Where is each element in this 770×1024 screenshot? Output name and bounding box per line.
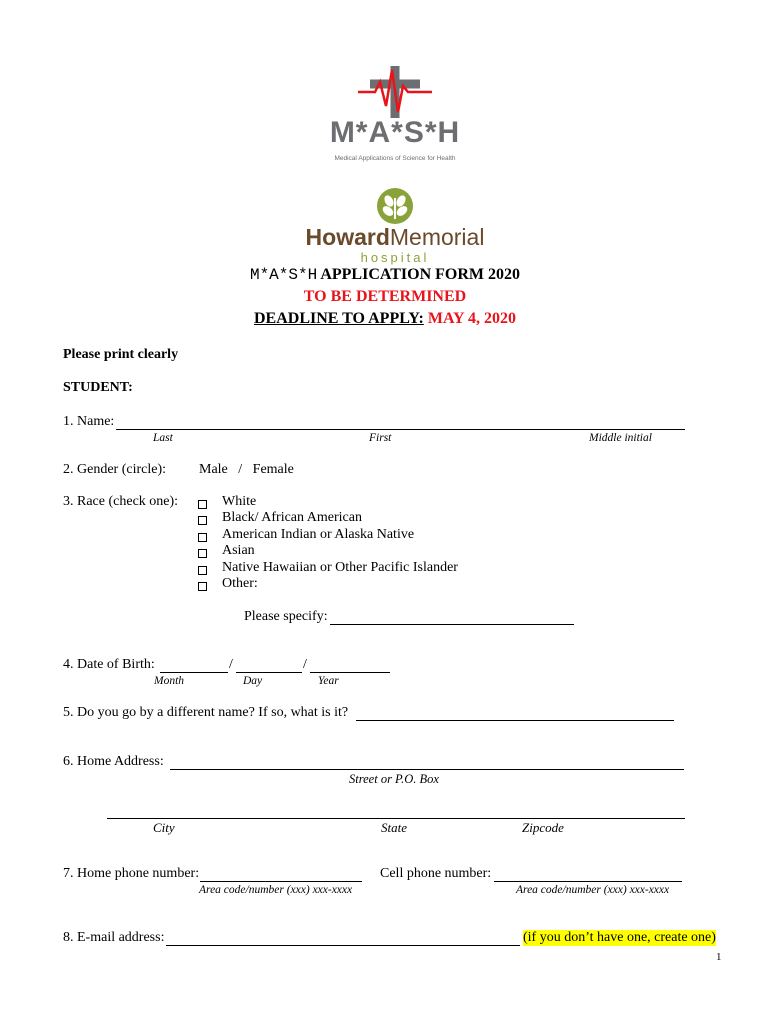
- race-specify-label: Please specify:: [244, 609, 328, 624]
- form-subtitle: TO BE DETERMINED: [303, 288, 467, 305]
- dob-sub-year: Year: [318, 675, 339, 687]
- race-option-black: Black/ African American: [222, 510, 362, 525]
- race-option-other: Other:: [222, 576, 258, 591]
- race-checkbox-pacific-islander[interactable]: [198, 566, 207, 575]
- home-phone-sub: Area code/number (xxx) xxx-xxxx: [199, 884, 353, 896]
- street-field[interactable]: [170, 769, 684, 770]
- race-checkbox-other[interactable]: [198, 582, 207, 591]
- home-phone-field[interactable]: [200, 881, 362, 882]
- dob-day-field[interactable]: [236, 672, 302, 673]
- name-sub-middle: Middle initial: [589, 432, 652, 444]
- q7-label: 7. Home phone number:: [63, 866, 200, 881]
- dob-slash-1: /: [229, 657, 233, 672]
- mash-logo: [320, 62, 470, 167]
- howard-logo-regular: Memorial: [389, 224, 485, 250]
- form-title: [0, 266, 770, 284]
- race-checkbox-asian[interactable]: [198, 549, 207, 558]
- page-number: 1: [716, 951, 722, 963]
- q8-label: 8. E-mail address:: [63, 930, 165, 945]
- tree-emblem-icon: [375, 186, 415, 226]
- name-field[interactable]: [116, 429, 685, 430]
- different-name-field[interactable]: [356, 720, 674, 721]
- email-note: (if you don’t have one, create one): [523, 930, 716, 945]
- email-field[interactable]: [166, 945, 520, 946]
- race-specify-field[interactable]: [330, 624, 574, 625]
- dob-sub-day: Day: [243, 675, 263, 687]
- cell-phone-label: Cell phone number:: [380, 866, 492, 881]
- q6-label: 6. Home Address:: [63, 754, 164, 769]
- title-rest: APPLICATION FORM 2020: [320, 266, 521, 283]
- race-checkbox-american-indian[interactable]: [198, 533, 207, 542]
- race-checkbox-white[interactable]: [198, 500, 207, 509]
- mash-cross-heartbeat-icon: [320, 62, 470, 122]
- title-mono: M*A*S*H: [249, 266, 318, 284]
- name-sub-last: Last: [153, 432, 173, 444]
- dob-slash-2: /: [303, 657, 307, 672]
- race-option-pacific-islander: Native Hawaiian or Other Pacific Islander: [222, 560, 458, 575]
- print-clearly: Please print clearly: [63, 347, 179, 362]
- race-option-american-indian: American Indian or Alaska Native: [222, 527, 415, 542]
- q1-label: 1. Name:: [63, 414, 115, 429]
- dob-month-field[interactable]: [160, 672, 228, 673]
- mash-logo-tagline: Medical Applications of Science for Health: [334, 155, 456, 162]
- howard-logo-bold: Howard: [305, 224, 390, 250]
- q4-label: 4. Date of Birth:: [63, 657, 155, 672]
- dob-year-field[interactable]: [310, 672, 390, 673]
- q2-label: 2. Gender (circle):: [63, 462, 166, 477]
- howard-memorial-logo: [295, 184, 495, 264]
- race-option-asian: Asian: [222, 543, 255, 558]
- address-sub-city: City: [153, 820, 175, 835]
- address-sub-zip: Zipcode: [522, 820, 564, 835]
- race-option-white: White: [222, 494, 257, 509]
- cell-phone-sub: Area code/number (xxx) xxx-xxxx: [516, 884, 670, 896]
- deadline-label: DEADLINE TO APPLY:: [254, 310, 424, 327]
- mash-logo-letters: M*A*S*H: [329, 116, 461, 149]
- name-sub-first: First: [369, 432, 392, 444]
- race-checkbox-black[interactable]: [198, 516, 207, 525]
- cell-phone-field[interactable]: [494, 881, 682, 882]
- student-heading: STUDENT:: [63, 380, 133, 395]
- gender-options[interactable]: Male / Female: [199, 462, 294, 477]
- deadline-date: MAY 4, 2020: [427, 310, 516, 327]
- q3-label: 3. Race (check one):: [63, 494, 179, 509]
- address-sub-street: Street or P.O. Box: [349, 772, 439, 786]
- q5-label: 5. Do you go by a different name? If so, what is it?: [63, 705, 349, 720]
- dob-sub-month: Month: [154, 675, 185, 687]
- city-state-zip-field[interactable]: [107, 818, 685, 819]
- address-sub-state: State: [381, 820, 407, 835]
- howard-logo-sub: hospital: [360, 250, 430, 265]
- deadline: [0, 310, 770, 328]
